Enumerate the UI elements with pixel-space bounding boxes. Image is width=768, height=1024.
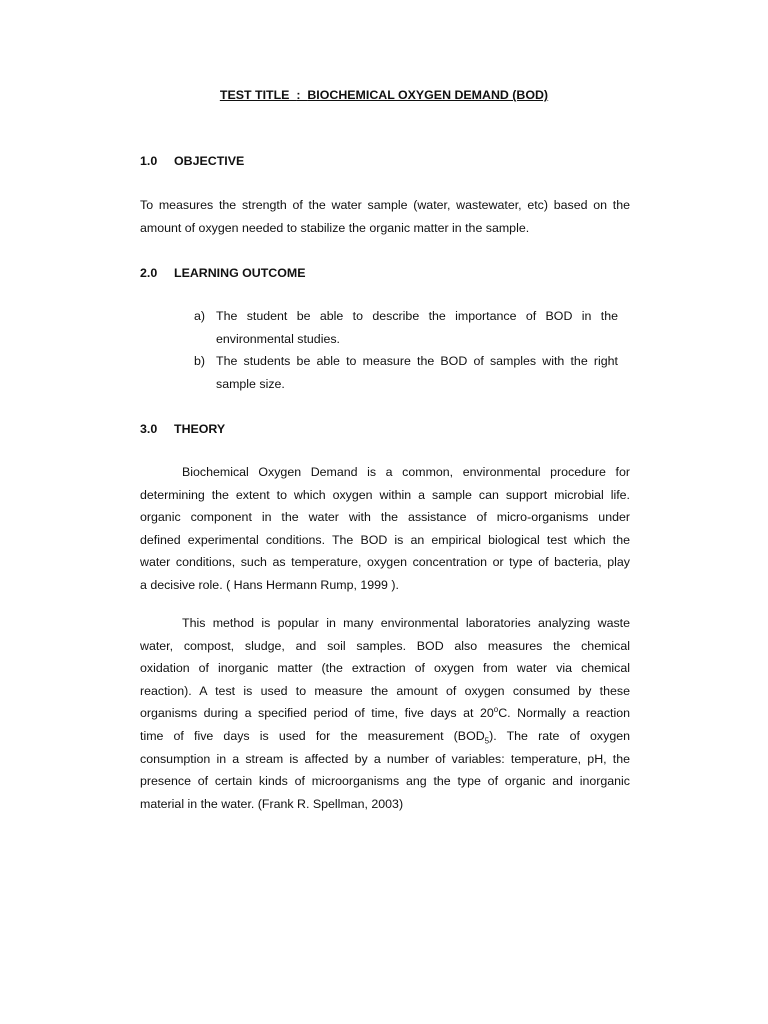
text-line: consumption in a stream is affected by a number of variables: temperature, pH, the <box>140 751 630 766</box>
list-item <box>194 350 618 395</box>
title-underlined <box>220 88 548 102</box>
theory-paragraph-2 <box>140 612 630 815</box>
title-separator: : <box>296 88 301 102</box>
text-line: presence of certain kinds of microorganisms ang the type of organic and inorganic <box>140 774 630 789</box>
text-fragment: C. Normally a reaction <box>498 706 630 721</box>
section-title: THEORY <box>174 422 226 436</box>
text-line: Biochemical Oxygen Demand is a common, environmental procedure for <box>182 465 630 479</box>
title-text: BIOCHEMICAL OXYGEN DEMAND (BOD) <box>307 88 549 102</box>
section-title: OBJECTIVE <box>174 154 245 168</box>
text-line: This method is popular in many environmental laboratories analyzing waste <box>182 616 630 630</box>
bod-subscript: 5 <box>484 736 490 746</box>
text-line: defined experimental conditions. The BOD is an empirical biological test which the <box>140 532 630 547</box>
text-fragment: time of five days is used for the measurement (BOD <box>140 728 485 743</box>
section-heading-objective <box>140 153 244 169</box>
text-line: To measures the strength of the water sample (water, wastewater, etc) based on the <box>140 198 630 212</box>
section-heading-learning-outcome <box>140 265 305 281</box>
text-fragment: organisms during a specified period of time, five days at 20 <box>140 706 494 721</box>
page-title <box>0 87 768 103</box>
objective-paragraph <box>140 194 630 239</box>
text-line: reaction). A test is used to measure the amount of oxygen consumed by these <box>140 683 630 698</box>
list-marker: a) <box>194 309 206 323</box>
theory-paragraph-1 <box>140 461 630 597</box>
section-number: 1.0 <box>140 154 158 168</box>
learning-outcome-list <box>194 305 618 395</box>
section-heading-theory <box>140 421 225 437</box>
title-label: TEST TITLE <box>219 88 290 102</box>
text-line: amount of oxygen needed to stabilize the organic matter in the sample. <box>140 220 530 235</box>
text-fragment: ). The rate of oxygen <box>489 728 630 743</box>
text-line: material in the water. (Frank R. Spellman, 2003) <box>140 796 404 811</box>
text-line: water conditions, such as temperature, oxygen concentration or type of bacteria, play <box>140 555 630 570</box>
text-line: water, compost, sludge, and soil samples. BOD also measures the chemical <box>140 638 630 653</box>
text-line: The students be able to measure the BOD of samples with the right <box>216 354 618 369</box>
text-line: environmental studies. <box>216 331 340 346</box>
text-line: a decisive role. ( Hans Hermann Rump, 1999 ). <box>140 577 399 592</box>
text-line: organic component in the water with the assistance of micro-organisms under <box>140 510 630 525</box>
section-title: LEARNING OUTCOME <box>174 266 306 280</box>
list-marker: b) <box>194 354 206 369</box>
text-line <box>140 725 630 748</box>
text-line: determining the extent to which oxygen within a sample can support microbial life. <box>140 487 630 502</box>
text-line: oxidation of inorganic matter (the extraction of oxygen from water via chemical <box>140 661 630 676</box>
section-number: 2.0 <box>140 266 158 280</box>
degree-superscript: o <box>493 705 499 715</box>
text-line <box>140 702 630 725</box>
section-number: 3.0 <box>140 422 158 436</box>
text-line: The student be able to describe the importance of BOD in the <box>216 309 618 323</box>
list-item <box>194 305 618 350</box>
text-line: sample size. <box>216 376 285 391</box>
